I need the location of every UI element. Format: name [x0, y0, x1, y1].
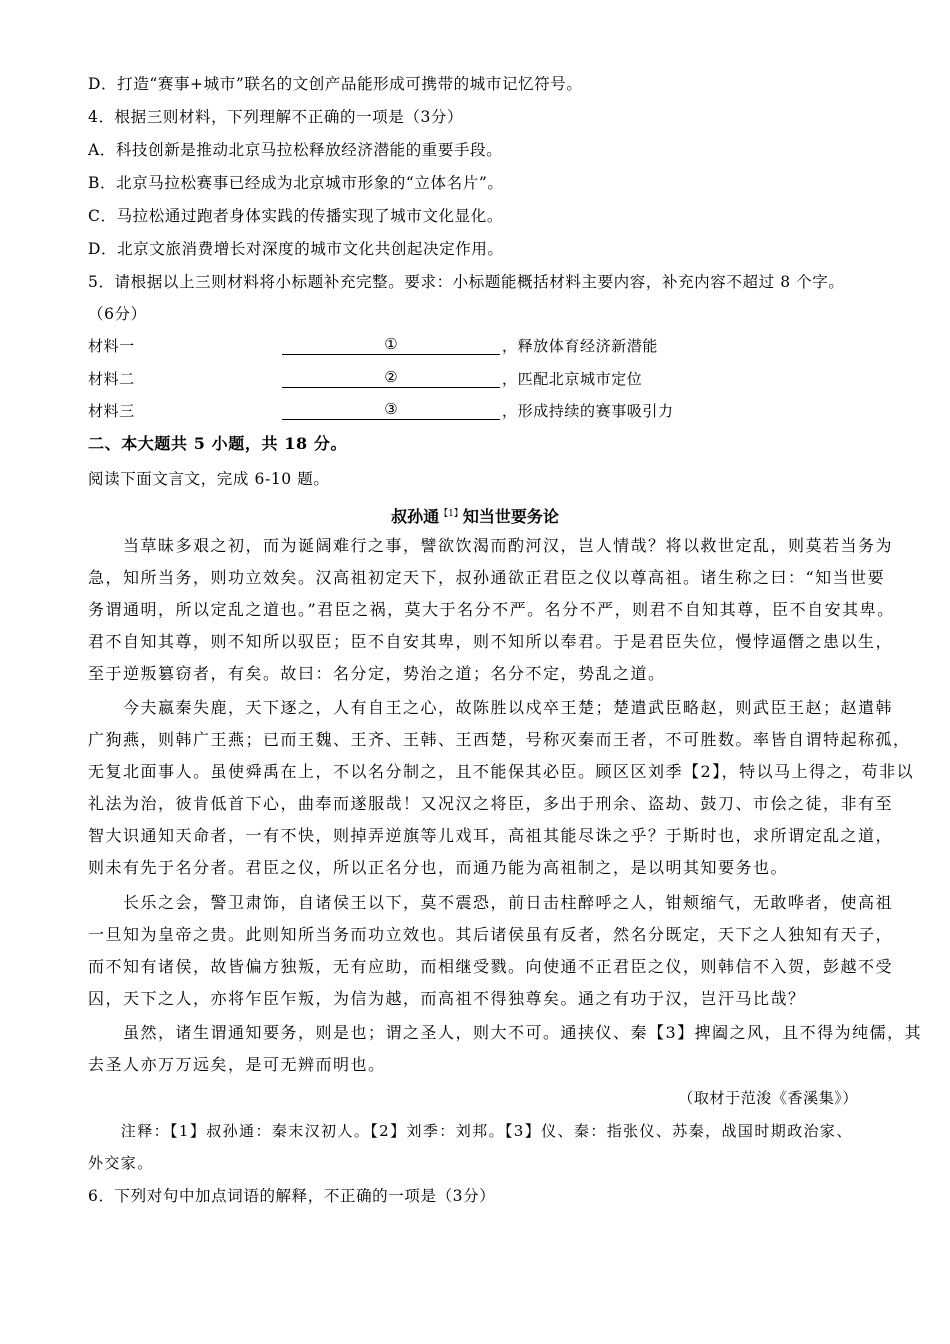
- title-footnote-mark: 【1】: [439, 509, 463, 519]
- q4-option-d: D．北京文旅消费增长对深度的城市文化共创起决定作用。: [88, 240, 504, 258]
- section-2-instruction: 阅读下面文言文，完成 6-10 题。: [88, 470, 330, 488]
- passage-line: 虽然，诸生谓通知要务，则是也；谓之圣人，则大不可。通挟仪、秦【3】捭阖之风，且不得为纯儒，其: [88, 1023, 923, 1042]
- title-rest: 知当世要务论: [462, 507, 559, 526]
- material-3-suffix: ，形成持续的赛事吸引力: [502, 402, 674, 420]
- material-2-suffix: ，匹配北京城市定位: [502, 370, 643, 388]
- q4-stem: 4．根据三则材料，下列理解不正确的一项是（3分）: [88, 108, 464, 126]
- answer-blank-1[interactable]: ①: [282, 334, 500, 355]
- answer-blank-3[interactable]: ③: [282, 399, 500, 420]
- material-2-label: 材料二: [88, 370, 135, 388]
- footnote-line: 外交家。: [88, 1154, 154, 1172]
- passage-line: 礼法为治，彼肯低首下心，曲奉而遂服哉！又况汉之将臣，多出于刑余、盗劫、鼓刀、市侩之徒，非有至: [88, 794, 894, 813]
- passage-line: 无复北面事人。虽使舜禹在上，不以名分制之，且不能保其必臣。顾区区刘季【2】，特以马上得之，苟非以: [88, 762, 915, 781]
- q5-stem: 5．请根据以上三则材料将小标题补充完整。要求：小标题能概括材料主要内容，补充内容不超过 8 个字。: [88, 273, 845, 291]
- passage-line: 务谓通明，所以定乱之道也。”君臣之祸，莫大于名分不严。名分不严，则君不自知其尊，臣不自安其卑。: [88, 600, 895, 619]
- passage-line: 至于逆叛篡窃者，有矣。故曰：名分定，势治之道；名分不定，势乱之道。: [88, 664, 666, 683]
- passage-line: 去圣人亦万万远矣，是可无辨而明也。: [88, 1055, 386, 1074]
- passage-line: 一旦知为皇帝之贵。此则知所当务而功立效也。其后诸侯虽有反者，然名分既定，天下之人独知有天子，: [88, 925, 894, 944]
- passage-line: 则未有先于名分者。君臣之仪，所以正名分也，而通乃能为高祖制之，是以明其知要务也。: [88, 858, 789, 877]
- passage-line: 广狗燕，则韩广王燕；已而王魏、王齐、王韩、王西楚，号称灭秦而王者，不可胜数。率皆自谓特起称孤，: [88, 730, 911, 749]
- material-3-label: 材料三: [88, 402, 135, 420]
- q4-option-c: C．马拉松通过跑者身体实践的传播实现了城市文化显化。: [88, 207, 503, 225]
- material-1-label: 材料一: [88, 337, 135, 355]
- footnote-line: 注释：【1】叔孙通：秦末汉初人。【2】刘季：刘邦。【3】仪、秦：指张仪、苏秦，战国时期政治家、: [88, 1122, 853, 1140]
- passage-line: 今夫嬴秦失鹿，天下逐之，人有自王之心，故陈胜以戍卒王楚；楚遣武臣略赵，则武臣王赵；赵遣韩: [88, 698, 894, 717]
- material-1-suffix: ，释放体育经济新潜能: [502, 337, 659, 355]
- section-2-heading: 二、本大题共 5 小题，共 18 分。: [88, 434, 348, 453]
- passage-line: 长乐之会，警卫肃饰，自诸侯王以下，莫不震恐，前日击柱醉呼之人，钳颊缩气，无敢哗者，使高祖: [88, 893, 894, 912]
- passage-line: 急，知所当务，则功立效矣。汉高祖初定天下，叔孙通欲正君臣之仪以尊高祖。诸生称之曰：“知当世要: [88, 568, 886, 587]
- passage-line: 囚，天下之人，亦将乍臣乍叛，为信为越，而高祖不得独尊矣。通之有功于汉，岂汗马比哉？: [88, 989, 806, 1008]
- passage-line: 智大识通知天命者，一有不快，则掉弄逆旗等儿戏耳，高祖其能尽诛之乎？于斯时也，求所谓定乱之道，: [88, 826, 894, 845]
- passage-source: （取材于范浚《香溪集》）: [678, 1089, 858, 1107]
- q6-stem: 6．下列对句中加点词语的解释，不正确的一项是（3分）: [88, 1187, 496, 1205]
- passage-title: [0, 503, 950, 528]
- q5-score: （6分）: [88, 305, 147, 323]
- q4-option-b: B．北京马拉松赛事已经成为北京城市形象的“立体名片”。: [88, 174, 504, 192]
- title-main: 叔孙通: [391, 507, 440, 526]
- passage-line: 当草昧多艰之初，而为诞阔难行之事，譬欲饮渴而酌河汉，岂人情哉？将以救世定乱，则莫若当务为: [88, 536, 894, 555]
- passage-line: 而不知有诸侯，故皆偏方独叛，无有应助，而相继受戮。向使通不正君臣之仪，则韩信不入贺，彭越不受: [88, 957, 894, 976]
- q4-option-a: A．科技创新是推动北京马拉松释放经济潜能的重要手段。: [88, 141, 503, 159]
- passage-line: 君不自知其尊，则不知所以驭臣；臣不自安其卑，则不知所以奉君。于是君臣失位，慢悖逼僭之患以生，: [88, 632, 894, 651]
- answer-blank-2[interactable]: ②: [282, 367, 500, 388]
- q3-option-d: D．打造“赛事+城市”联名的文创产品能形成可携带的城市记忆符号。: [88, 75, 583, 93]
